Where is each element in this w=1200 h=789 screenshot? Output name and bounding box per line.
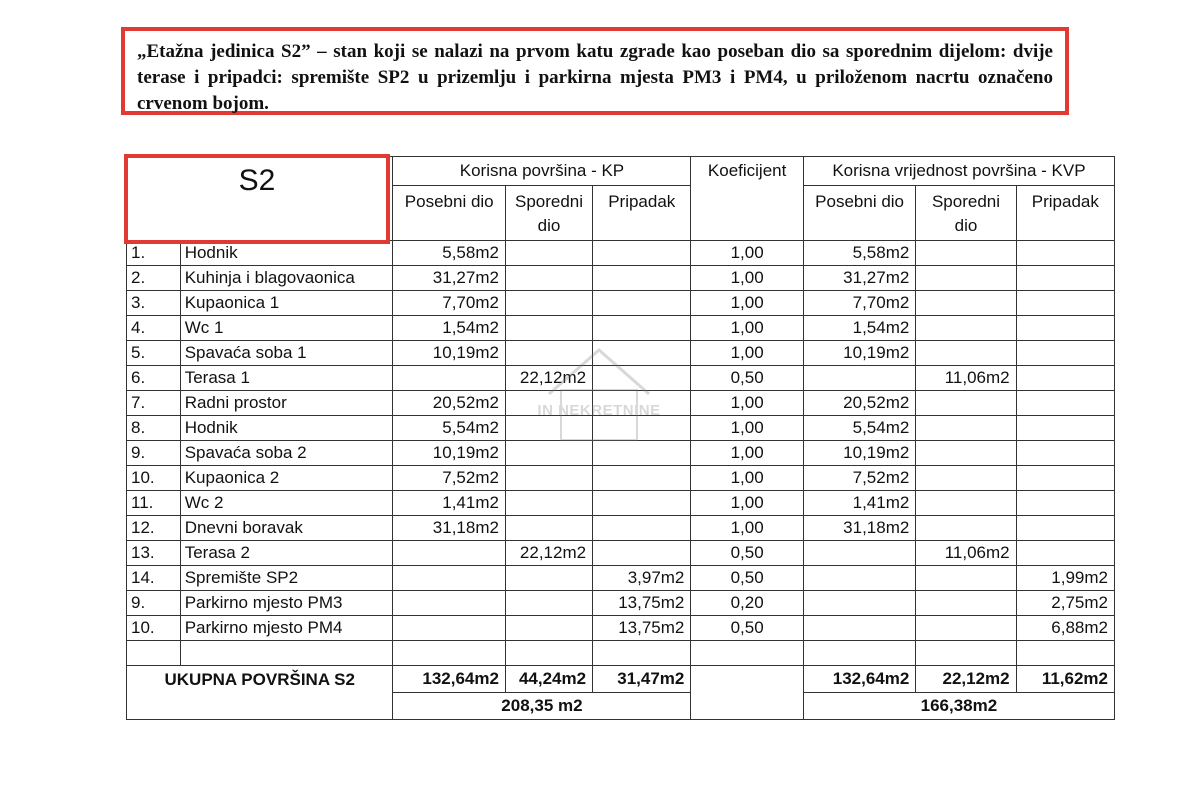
room-name-cell: Parkirno mjesto PM3 [180,591,393,616]
kvp-sporedni-cell [916,566,1016,591]
kvp-pripadak-cell [1016,641,1114,666]
kp-posebni-cell: 5,58m2 [393,241,505,266]
kvp-posebni-cell: 31,18m2 [803,516,915,541]
row-number-cell: 13. [127,541,181,566]
row-number-cell: 9. [127,441,181,466]
notice-text: „Etažna jedinica S2” – stan koji se nalazi na prvom katu zgrade kao poseban dio sa sporednim dijelom: dvije terase i pripadci: spremište SP2 u prizemlju i parkirna mjesta PM3 i PM4, u priloženom nacrtu označeno crvenom bojom. [137,41,1053,114]
kvp-pripadak-cell [1016,341,1114,366]
kp-posebni-cell: 1,54m2 [393,316,505,341]
room-name-cell: Kupaonica 2 [180,466,393,491]
kvp-sporedni-cell [916,316,1016,341]
room-name-cell: Dnevni boravak [180,516,393,541]
kvp-pripadak-cell: 6,88m2 [1016,616,1114,641]
kp-posebni-cell: 10,19m2 [393,441,505,466]
kp-posebni-cell [393,616,505,641]
table-row [127,266,1115,291]
table-row [127,566,1115,591]
kvp-posebni-cell [803,566,915,591]
kp-pripadak-cell [593,541,691,566]
row-number-cell: 9. [127,591,181,616]
kvp-posebni-cell [803,366,915,391]
kvp-sporedni-cell: 11,06m2 [916,541,1016,566]
koeficijent-cell: 1,00 [691,516,803,541]
kp-pripadak-cell: 3,97m2 [593,566,691,591]
kvp-pripadak-cell [1016,366,1114,391]
kp-posebni-header: Posebni dio [393,186,505,241]
room-name-cell: Spremište SP2 [180,566,393,591]
kp-sporedni-cell [505,266,592,291]
kp-sporedni-cell [505,591,592,616]
room-name-cell: Wc 2 [180,491,393,516]
kvp-sporedni-cell [916,641,1016,666]
koeficijent-cell: 0,20 [691,591,803,616]
kvp-posebni-cell: 10,19m2 [803,341,915,366]
total-row [127,666,1115,693]
kp-pripadak-cell: 13,75m2 [593,616,691,641]
kp-posebni-cell: 5,54m2 [393,416,505,441]
koeficijent-cell: 1,00 [691,341,803,366]
kp-pripadak-cell [593,641,691,666]
row-number-cell: 5. [127,341,181,366]
kvp-pripadak-cell [1016,316,1114,341]
kvp-posebni-cell: 7,52m2 [803,466,915,491]
row-number-cell: 14. [127,566,181,591]
table-row [127,341,1115,366]
row-number-cell: 10. [127,616,181,641]
kvp-pripadak-cell [1016,491,1114,516]
row-number-cell [127,641,181,666]
kp-pripadak-header: Pripadak [593,186,691,241]
koeficijent-cell: 0,50 [691,541,803,566]
kvp-posebni-cell: 31,27m2 [803,266,915,291]
kvp-posebni-header: Posebni dio [803,186,915,241]
kp-posebni-cell [393,366,505,391]
kvp-pripadak-cell: 1,99m2 [1016,566,1114,591]
kp-sporedni-cell [505,391,592,416]
kp-posebni-cell: 7,52m2 [393,466,505,491]
kvp-posebni-cell [803,541,915,566]
koeficijent-cell: 1,00 [691,291,803,316]
kp-posebni-cell: 7,70m2 [393,291,505,316]
total-kvp-pripadak: 11,62m2 [1016,666,1114,693]
table-row [127,641,1115,666]
kp-grand-total: 208,35 m2 [393,693,691,720]
kvp-posebni-cell: 5,58m2 [803,241,915,266]
kvp-pripadak-cell [1016,541,1114,566]
table-row [127,316,1115,341]
kp-sporedni-header: Sporedni dio [505,186,592,241]
kp-sporedni-cell [505,441,592,466]
kvp-posebni-cell [803,641,915,666]
kp-posebni-cell [393,641,505,666]
kvp-posebni-cell: 1,54m2 [803,316,915,341]
kp-pripadak-cell [593,391,691,416]
kvp-sporedni-cell [916,291,1016,316]
row-number-cell: 6. [127,366,181,391]
watermark-text: IN NEKRETNINE [537,402,661,419]
kvp-posebni-cell: 5,54m2 [803,416,915,441]
kvp-pripadak-cell [1016,516,1114,541]
kp-pripadak-cell [593,416,691,441]
room-name-cell: Terasa 1 [180,366,393,391]
kvp-pripadak-cell [1016,441,1114,466]
kvp-pripadak-cell [1016,416,1114,441]
total-kp-pripadak: 31,47m2 [593,666,691,693]
kp-posebni-cell: 1,41m2 [393,491,505,516]
unit-label: S2 [238,164,276,197]
kp-sporedni-cell [505,416,592,441]
row-number-cell: 1. [127,241,181,266]
kp-pripadak-cell [593,441,691,466]
kvp-sporedni-cell [916,241,1016,266]
table-row [127,416,1115,441]
kvp-pripadak-cell [1016,466,1114,491]
table-row [127,366,1115,391]
kp-sporedni-cell [505,241,592,266]
koeficijent-cell: 0,50 [691,366,803,391]
table-row [127,541,1115,566]
row-number-cell: 2. [127,266,181,291]
total-kvp-sporedni: 22,12m2 [916,666,1016,693]
room-name-cell [180,641,393,666]
kvp-sporedni-cell [916,266,1016,291]
koeficijent-cell: 1,00 [691,441,803,466]
kvp-grand-total: 166,38m2 [803,693,1114,720]
kp-sporedni-cell [505,616,592,641]
kp-posebni-cell [393,591,505,616]
koeficijent-cell: 1,00 [691,391,803,416]
kp-pripadak-cell: 13,75m2 [593,591,691,616]
kvp-posebni-cell [803,591,915,616]
kvp-sporedni-cell [916,466,1016,491]
room-name-cell: Kuhinja i blagovaonica [180,266,393,291]
row-number-cell: 11. [127,491,181,516]
kvp-sporedni-cell [916,516,1016,541]
kp-sporedni-cell [505,516,592,541]
kp-pripadak-cell [593,366,691,391]
koeficijent-cell: 0,50 [691,616,803,641]
kp-pripadak-cell [593,291,691,316]
koeficijent-cell: 1,00 [691,316,803,341]
room-name-cell: Spavaća soba 2 [180,441,393,466]
table-row [127,466,1115,491]
kvp-sporedni-cell: 11,06m2 [916,366,1016,391]
kvp-sporedni-cell [916,491,1016,516]
total-kp-posebni: 132,64m2 [393,666,505,693]
kvp-pripadak-cell [1016,241,1114,266]
koeficijent-cell: 1,00 [691,491,803,516]
room-name-cell: Parkirno mjesto PM4 [180,616,393,641]
kvp-posebni-cell: 1,41m2 [803,491,915,516]
notice-box [121,27,1069,115]
room-name-cell: Terasa 2 [180,541,393,566]
koeficijent-cell [691,641,803,666]
kp-posebni-cell [393,566,505,591]
kp-sporedni-cell [505,316,592,341]
kp-pripadak-cell [593,466,691,491]
kvp-sporedni-cell [916,616,1016,641]
koeficijent-cell: 0,50 [691,566,803,591]
kp-sporedni-cell [505,291,592,316]
kvp-pripadak-cell [1016,266,1114,291]
kvp-header: Korisna vrijednost površina - KVP [803,157,1114,186]
koef-header: Koeficijent [691,157,803,241]
row-number-cell: 8. [127,416,181,441]
row-number-cell: 3. [127,291,181,316]
koeficijent-cell: 1,00 [691,416,803,441]
kp-sporedni-cell [505,566,592,591]
table-row [127,241,1115,266]
table-row [127,291,1115,316]
row-number-cell: 7. [127,391,181,416]
table-row [127,616,1115,641]
room-name-cell: Kupaonica 1 [180,291,393,316]
room-name-cell: Spavaća soba 1 [180,341,393,366]
total-kvp-posebni: 132,64m2 [803,666,915,693]
kp-sporedni-cell [505,466,592,491]
kp-sporedni-cell: 22,12m2 [505,541,592,566]
kvp-pripadak-header: Pripadak [1016,186,1114,241]
kp-posebni-cell: 10,19m2 [393,341,505,366]
kvp-sporedni-cell [916,391,1016,416]
kp-pripadak-cell [593,341,691,366]
kp-posebni-cell: 31,27m2 [393,266,505,291]
total-kp-sporedni: 44,24m2 [505,666,592,693]
koeficijent-cell: 1,00 [691,241,803,266]
kp-posebni-cell [393,541,505,566]
row-number-cell: 12. [127,516,181,541]
kvp-sporedni-cell [916,441,1016,466]
room-name-cell: Hodnik [180,241,393,266]
kvp-posebni-cell: 20,52m2 [803,391,915,416]
table-row [127,591,1115,616]
table-row [127,491,1115,516]
kp-sporedni-cell [505,491,592,516]
kvp-pripadak-cell [1016,291,1114,316]
table-row [127,441,1115,466]
kp-posebni-cell: 31,18m2 [393,516,505,541]
kvp-pripadak-cell [1016,391,1114,416]
kvp-posebni-cell: 10,19m2 [803,441,915,466]
kp-pripadak-cell [593,316,691,341]
kp-pripadak-cell [593,516,691,541]
row-number-cell: 4. [127,316,181,341]
kp-sporedni-cell [505,341,592,366]
kp-pripadak-cell [593,241,691,266]
room-name-cell: Hodnik [180,416,393,441]
kvp-sporedni-cell [916,591,1016,616]
koeficijent-cell: 1,00 [691,266,803,291]
kvp-sporedni-cell [916,341,1016,366]
kvp-posebni-cell [803,616,915,641]
kp-sporedni-cell: 22,12m2 [505,366,592,391]
kp-pripadak-cell [593,266,691,291]
kvp-sporedni-header: Sporedni dio [916,186,1016,241]
kp-pripadak-cell [593,491,691,516]
room-name-cell: Radni prostor [180,391,393,416]
total-label: UKUPNA POVRŠINA S2 [127,666,393,720]
table-row [127,516,1115,541]
kvp-posebni-cell: 7,70m2 [803,291,915,316]
table-row [127,391,1115,416]
room-name-cell: Wc 1 [180,316,393,341]
row-number-cell: 10. [127,466,181,491]
koeficijent-cell: 1,00 [691,466,803,491]
kp-sporedni-cell [505,641,592,666]
kvp-sporedni-cell [916,416,1016,441]
kvp-pripadak-cell: 2,75m2 [1016,591,1114,616]
total-koef-cell [691,666,803,720]
kp-header: Korisna površina - KP [393,157,691,186]
kp-posebni-cell: 20,52m2 [393,391,505,416]
